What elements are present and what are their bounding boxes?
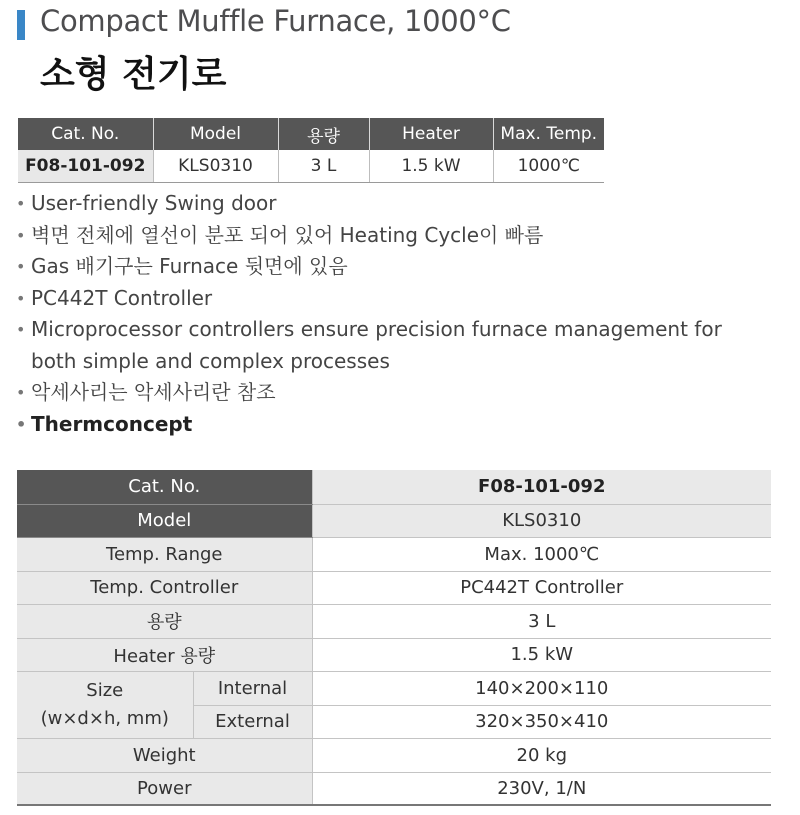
spec-row-size-internal	[17, 671, 771, 705]
summary-header-model: Model	[153, 118, 278, 150]
spec-label-size-line1: Size	[86, 679, 124, 701]
spec-value-temp-range: Max. 1000℃	[312, 537, 771, 571]
spec-label-cat-no: Cat. No.	[17, 470, 312, 504]
feature-item: • PC442T Controller	[16, 285, 213, 310]
spec-value-internal: 140×200×110	[312, 671, 771, 705]
spec-row-weight	[17, 738, 771, 772]
summary-header-row	[18, 118, 604, 150]
page-subtitle-korean: 소형 전기로	[40, 54, 227, 95]
summary-heater: 1.5 kW	[369, 150, 493, 183]
spec-row-capacity	[17, 604, 771, 638]
summary-header-capacity: 용량	[278, 118, 369, 150]
feature-item: • 악세사리는 악세사리란 참조	[16, 380, 276, 404]
summary-capacity: 3 L	[278, 150, 369, 183]
spec-label-model: Model	[17, 504, 312, 537]
spec-row-heater	[17, 638, 771, 671]
feature-item-brand: • Thermconcept	[16, 411, 193, 436]
spec-row-controller	[17, 571, 771, 604]
title-accent-bar	[17, 10, 25, 40]
spec-label-temp-range: Temp. Range	[17, 537, 312, 571]
feature-item: • 벽면 전체에 열선이 분포 되어 있어 Heating Cycle이 빠름	[16, 222, 544, 247]
spec-value-weight: 20 kg	[312, 738, 771, 772]
page-title: Compact Muffle Furnace, 1000°C	[40, 4, 511, 38]
feature-item: • Microprocessor controllers ensure precision furnace management for	[16, 317, 722, 341]
summary-cat-no: F08-101-092	[18, 150, 153, 183]
spec-value-capacity: 3 L	[312, 604, 771, 638]
summary-header-cat-no: Cat. No.	[18, 118, 153, 150]
spec-label-power: Power	[17, 772, 312, 805]
spec-value-model: KLS0310	[312, 504, 771, 537]
summary-header-max-temp: Max. Temp.	[493, 118, 604, 150]
feature-list	[15, 188, 785, 440]
summary-data-row	[18, 150, 604, 183]
feature-item: • Gas 배기구는 Furnace 뒷면에 있음	[16, 254, 348, 278]
spec-value-controller: PC442T Controller	[312, 571, 771, 604]
spec-label-internal: Internal	[193, 671, 312, 705]
spec-row-cat-no	[17, 470, 771, 504]
spec-table	[17, 470, 771, 806]
feature-item-continuation: both simple and complex processes	[31, 348, 390, 373]
feature-item: • User-friendly Swing door	[16, 191, 277, 215]
summary-header-heater: Heater	[369, 118, 493, 150]
spec-label-capacity: 용량	[17, 604, 312, 638]
spec-value-cat-no: F08-101-092	[312, 470, 771, 504]
spec-value-power: 230V, 1/N	[312, 772, 771, 805]
spec-label-weight: Weight	[17, 738, 312, 772]
spec-label-controller: Temp. Controller	[17, 571, 312, 604]
spec-value-heater: 1.5 kW	[312, 638, 771, 671]
summary-model: KLS0310	[153, 150, 278, 183]
summary-table	[18, 118, 604, 183]
spec-label-heater: Heater 용량	[17, 638, 312, 671]
spec-label-size	[17, 671, 193, 738]
spec-value-external: 320×350×410	[312, 705, 771, 738]
spec-label-size-line2: (w×d×h, mm)	[40, 707, 169, 729]
summary-max-temp: 1000℃	[493, 150, 604, 183]
spec-row-power	[17, 772, 771, 805]
spec-row-model	[17, 504, 771, 537]
spec-row-temp-range	[17, 537, 771, 571]
spec-label-external: External	[193, 705, 312, 738]
